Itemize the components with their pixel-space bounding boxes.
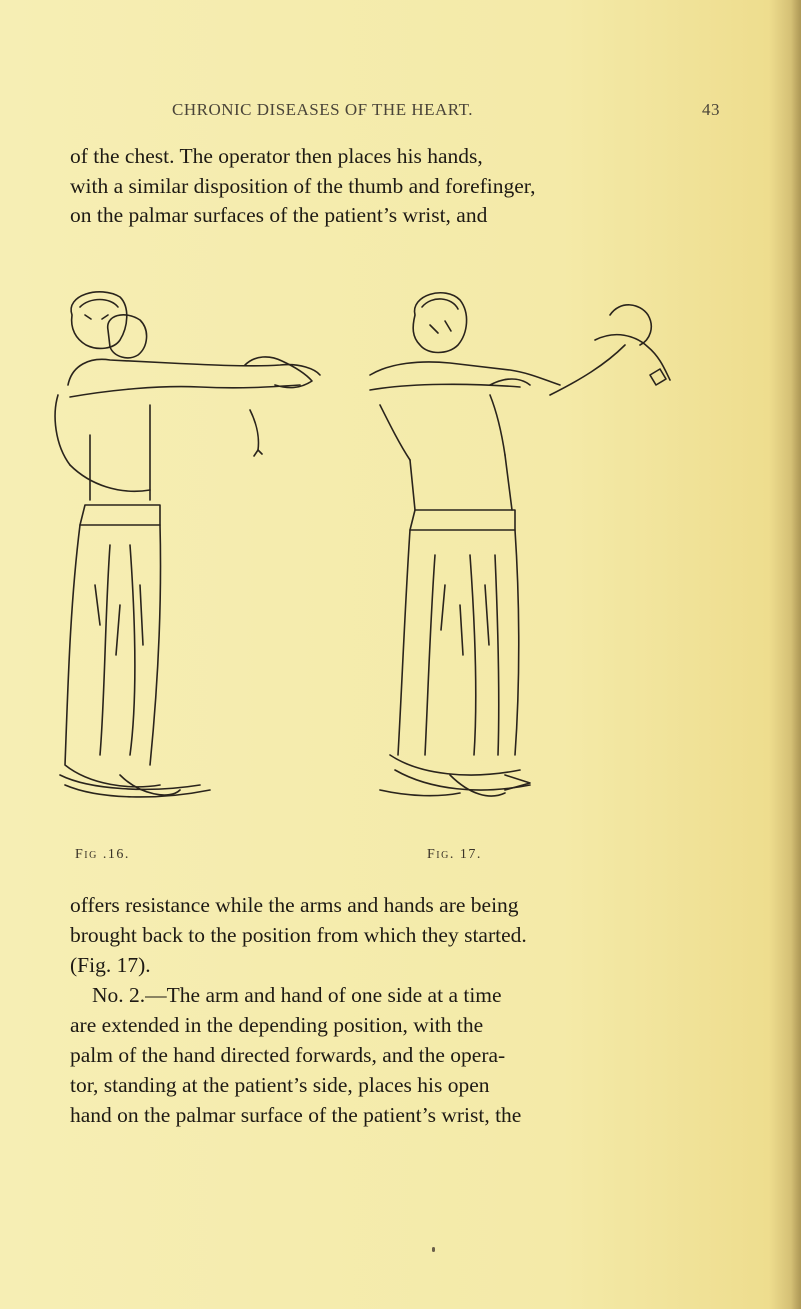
- running-header: [150, 100, 720, 126]
- text-line: of the chest. The operator then places his hands,: [70, 144, 483, 168]
- figure-illustrations: [50, 285, 690, 845]
- figure-16-caption: Fig .16.: [75, 847, 130, 862]
- text-line: with a similar disposition of the thumb and forefinger,: [70, 173, 536, 198]
- text-line: brought back to the position from which they started.: [70, 923, 527, 947]
- text-line: offers resistance while the arms and hands are being: [70, 893, 519, 917]
- text-line: palm of the hand directed forwards, and the opera-: [70, 1043, 506, 1067]
- running-title: CHRONIC DISEASES OF THE HEART.: [172, 100, 473, 119]
- text-line: No. 2.—The arm and hand of one side at a time: [92, 983, 502, 1007]
- fig16-illustration: [55, 292, 320, 797]
- paragraph-bottom: [70, 890, 642, 1130]
- text-line: on the palmar surfaces of the patient’s wrist, and: [70, 203, 488, 227]
- text-line: are extended in the depending position, with the: [70, 1013, 484, 1037]
- paragraph-top: [70, 142, 642, 231]
- page-edge-shadow: [791, 0, 801, 1309]
- page-number: 43: [702, 100, 720, 119]
- fig17-illustration: [370, 293, 670, 796]
- text-line: (Fig. 17).: [70, 953, 151, 977]
- text-line: tor, standing at the patient’s side, places his open: [70, 1073, 490, 1097]
- figure-17-caption: Fig. 17.: [427, 847, 482, 862]
- paper-speck: [432, 1247, 435, 1252]
- text-line: hand on the palmar surface of the patient’s wrist, the: [70, 1103, 522, 1127]
